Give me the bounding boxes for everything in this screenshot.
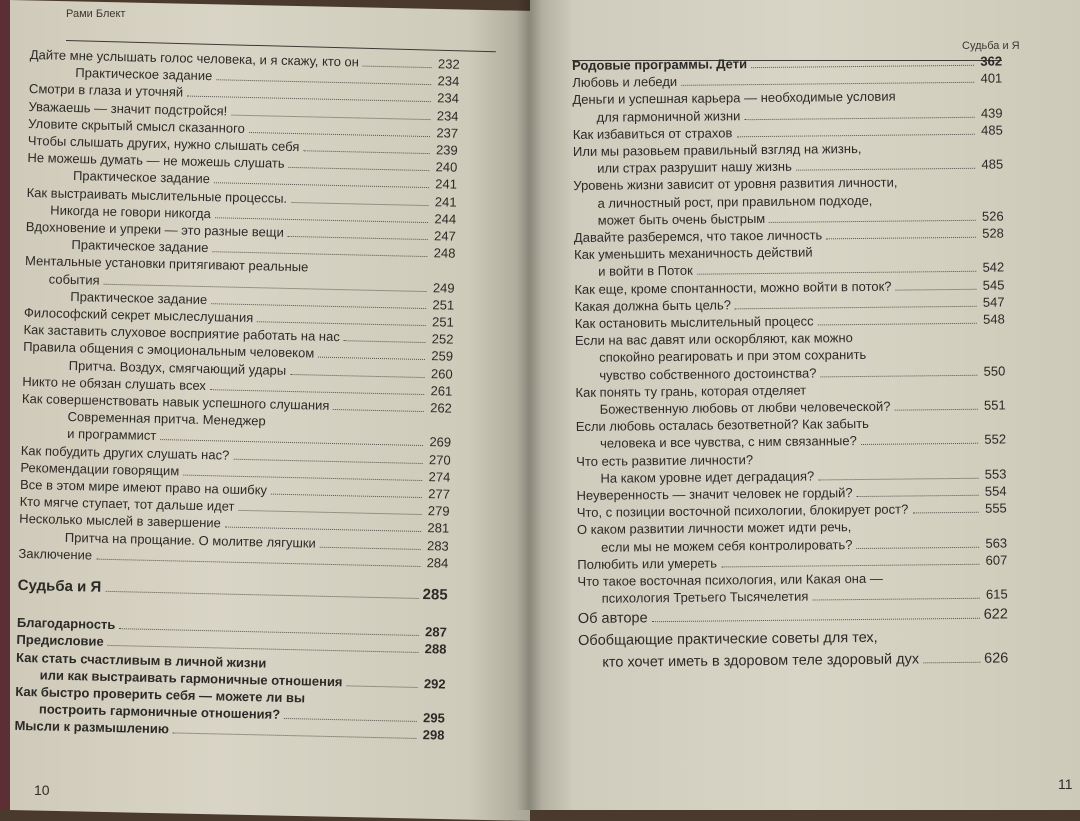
toc-entry-title: Об авторе	[577, 609, 648, 627]
toc-leader	[736, 134, 974, 137]
toc-entry-title: Все в этом мире имеют право на ошибку	[19, 476, 268, 498]
toc-entry-page: 548	[982, 311, 1005, 327]
toc-entry-page: 622	[983, 605, 1008, 623]
toc-entry-title: Что есть развитие личности?	[576, 451, 754, 469]
toc-entry-page: 237	[436, 125, 459, 141]
toc-entry-title: Мысли к размышлению	[14, 718, 170, 737]
toc-leader	[861, 443, 978, 445]
toc-entry-title: Как еще, кроме спонтанности, можно войти в поток?	[574, 278, 892, 297]
toc-leader	[894, 409, 977, 411]
toc-entry-title: Деньги и успешная карьера — необходимые условия	[572, 89, 896, 108]
toc-entry-page: 615	[985, 586, 1008, 602]
toc-entry-page: 248	[433, 245, 456, 261]
toc-entry-title: Как избавиться от страхов	[572, 125, 733, 142]
toc-entry-title: Если любовь осталась безответной? Как забыть	[575, 416, 869, 435]
running-head-right: Судьба и Я	[962, 40, 1020, 52]
toc-entry-page: 269	[429, 434, 452, 451]
toc-entry-page: 234	[436, 107, 459, 124]
toc-entry-page: 292	[423, 675, 446, 692]
toc-entry-page: 552	[984, 431, 1007, 448]
toc-entry-page: 239	[435, 142, 458, 158]
toc-entry-title: Обобщающие практические советы для тех,	[578, 629, 878, 649]
toc-leader	[856, 546, 979, 548]
toc-entry-title: Предисловие	[16, 632, 104, 650]
toc-entry-title: Кто мягче ступает, тот дальше идет	[19, 494, 235, 515]
toc-leader	[233, 458, 422, 463]
toc-entry-title: Философский секрет мыслеслушания	[23, 304, 254, 326]
toc-leader	[105, 591, 418, 599]
toc-entry-line	[578, 647, 1008, 674]
toc-entry-title: Ментальные установки притягивают реальные	[24, 253, 309, 275]
toc-entry-page: 607	[985, 552, 1008, 568]
gutter-shadow	[516, 0, 542, 810]
toc-left	[14, 46, 460, 744]
toc-entry-title: Что такое восточная психология, или Какая она —	[577, 570, 883, 590]
toc-left-bold-entries	[14, 614, 447, 744]
toc-entry-page: 240	[435, 159, 458, 175]
toc-entry-page: 526	[981, 208, 1004, 224]
toc-entry-page: 551	[983, 397, 1006, 413]
toc-leader	[346, 685, 417, 688]
toc-entry-title: Заключение	[18, 545, 93, 563]
toc-entry-page: 260	[430, 365, 453, 382]
toc-entry-title: или как выстраивать гармоничные отношения	[39, 667, 343, 689]
toc-entry-page: 232	[437, 56, 460, 72]
toc-entry-page: 259	[431, 348, 454, 365]
toc-entry-title: Чтобы слышать других, нужно слышать себя	[27, 132, 300, 155]
toc-leader	[923, 661, 980, 663]
toc-leader	[857, 495, 979, 497]
toc-entry-page: 244	[434, 211, 457, 227]
toc-entry-title: построить гармоничные отношения?	[38, 701, 281, 722]
toc-entry-title: спокойно реагировать и при этом сохранить	[599, 347, 867, 366]
toc-entry-page: 283	[426, 537, 449, 554]
toc-entry-page: 279	[427, 503, 450, 519]
toc-entry	[578, 625, 1008, 674]
toc-leader	[681, 82, 974, 86]
toc-entry-title: Рекомендации говорящим	[20, 459, 180, 479]
toc-leader	[363, 66, 432, 69]
toc-entry-title: Несколько мыслей в завершение	[19, 511, 222, 531]
toc-leader	[820, 374, 977, 377]
toc-entry-page: 288	[424, 641, 447, 657]
toc-entry-page: 553	[984, 466, 1007, 482]
toc-leader	[769, 220, 976, 223]
toc-entry-page: 251	[431, 314, 455, 330]
toc-section-page: 285	[422, 586, 448, 604]
toc-right	[572, 52, 1008, 673]
toc-entry-page: 485	[981, 122, 1003, 138]
toc-entry-page: 284	[426, 555, 449, 571]
toc-entry-title: На каком уровне идет деградация?	[600, 468, 815, 486]
toc-entry-title: психология Третьего Тысячелетия	[601, 588, 809, 607]
toc-entry-page: 547	[982, 294, 1005, 310]
toc-entry-page: 626	[984, 649, 1009, 667]
toc-leader	[796, 168, 975, 171]
toc-entry-page: 554	[984, 483, 1007, 499]
toc-entry-page: 247	[433, 228, 456, 244]
toc-entry-title: Благодарность	[16, 614, 116, 633]
toc-entry-title: и программист	[67, 426, 157, 444]
toc-entry-page: 277	[428, 486, 451, 502]
toc-entry-title: чувство собственного достоинства?	[599, 365, 817, 383]
toc-entry-title: Как заставить слуховое восприятие работать на нас	[23, 322, 340, 345]
running-head-left: Рами Блект	[66, 8, 126, 20]
toc-entry-title: Притча на прощание. О молитве лягушки	[64, 529, 316, 551]
toc-entry-title: Дайте мне услышать голос человека, и я скажу, кто он	[29, 46, 360, 70]
toc-entry	[575, 379, 1005, 418]
toc-entry-title: Не можешь думать — не можешь слушать	[27, 150, 285, 172]
toc-entry	[573, 139, 1003, 178]
toc-entry-page: 550	[983, 363, 1006, 379]
toc-leader	[333, 409, 424, 412]
toc-leader	[96, 559, 420, 567]
toc-entry-page: 298	[422, 727, 445, 743]
toc-entry-title: Правила общения с эмоциональным человеком	[23, 339, 315, 361]
toc-entry-title: если мы не можем себя контролировать?	[601, 536, 853, 555]
toc-leader	[225, 527, 421, 532]
toc-leader	[303, 150, 429, 154]
toc-entry	[576, 414, 1006, 453]
toc-entry-page: 401	[980, 70, 1003, 86]
toc-leader	[231, 114, 430, 120]
toc-entry-title: Давайте разберемся, что такое личность	[573, 227, 823, 246]
toc-entry-title: Если на вас давят или оскорбляют, как можно	[574, 330, 853, 349]
toc-entry-title: Уважаешь — значит подстройся!	[28, 98, 228, 119]
toc-entry-title: Вдохновение и упреки — это разные вещи	[25, 218, 285, 240]
toc-entry-page: 234	[437, 73, 460, 89]
toc-leader	[751, 65, 974, 68]
toc-entry-page: 287	[424, 624, 447, 640]
toc-entry-title: Современная притча. Менеджер	[67, 409, 266, 429]
toc-entry-page: 241	[435, 176, 458, 193]
toc-leader	[289, 167, 430, 171]
toc-entry-title: события	[48, 271, 100, 288]
toc-leader	[173, 733, 417, 740]
toc-leader	[284, 718, 417, 722]
toc-leader	[721, 564, 979, 568]
toc-entry-title: Любовь и лебеди	[572, 74, 678, 91]
toc-leader	[318, 357, 425, 360]
toc-entry-title: Как уменьшить механичность действий	[573, 244, 813, 263]
toc-leader	[826, 237, 976, 240]
toc-entry-title: Как выстраивать мыслительные процессы.	[26, 184, 288, 206]
toc-entry-title: Полюбить или умереть	[577, 555, 718, 572]
toc-entry-title: кто хочет иметь в здоровом теле здоровый дух	[602, 650, 920, 671]
toc-leader	[818, 478, 978, 481]
toc-entry-page: 362	[980, 53, 1003, 69]
toc-leader	[344, 340, 426, 343]
toc-entry-title: Притча. Воздух, смягчающий удары	[68, 357, 287, 378]
toc-entry-title: Никто не обязан слушать всех	[22, 373, 207, 393]
toc-entry-title: Как остановить мыслительный процесс	[574, 313, 814, 332]
toc-entry-title: Практическое задание	[75, 65, 213, 84]
toc-entry-title: Неуверенность — значит человек не гордый?	[576, 485, 853, 504]
toc-entry-page: 241	[434, 193, 457, 210]
toc-entry-page: 274	[428, 469, 451, 485]
toc-entry-page: 262	[430, 400, 453, 416]
toc-right-entries	[572, 52, 1008, 673]
toc-leader	[257, 321, 426, 326]
toc-entry-title: и войти в Поток	[598, 263, 693, 280]
toc-entry-title: а личностный рост, при правильном подходе,	[597, 192, 873, 211]
toc-entry-title: Или мы разовьем правильный взгляд на жизнь,	[572, 140, 862, 160]
toc-entry-title: Как быстро проверить себя — можете ли вы	[15, 683, 306, 706]
toc-leader	[238, 510, 421, 515]
toc-entry	[574, 242, 1004, 281]
toc-entry-page: 270	[428, 451, 451, 468]
toc-entry-page: 542	[982, 259, 1005, 276]
page-number-left: 10	[34, 782, 50, 798]
toc-left-entries	[18, 46, 460, 572]
toc-leader	[912, 512, 978, 514]
toc-entry	[573, 173, 1004, 229]
toc-entry-title: Практическое задание	[72, 168, 211, 187]
toc-entry-page: 439	[980, 105, 1003, 121]
toc-leader	[812, 598, 979, 601]
toc-entry-title: Практическое задание	[70, 288, 208, 307]
toc-entry-title: или страх разрушит нашу жизнь	[597, 158, 792, 176]
toc-leader	[271, 494, 422, 498]
toc-entry-page: 261	[430, 383, 453, 399]
toc-entry	[577, 517, 1007, 556]
toc-entry-title: Как стать счастливым в личной жизни	[15, 649, 267, 671]
toc-entry-title: Уровень жизни зависит от уровня развития личности,	[573, 175, 898, 194]
page-number-right: 11	[1058, 776, 1073, 792]
toc-entry-title: Смотри в глаза и уточняй	[28, 81, 184, 100]
toc-entry	[575, 328, 1006, 384]
toc-leader	[818, 323, 977, 326]
toc-entry-title: Родовые программы. Дети	[572, 56, 748, 73]
toc-leader	[249, 132, 430, 137]
toc-entry-page: 251	[432, 297, 455, 313]
toc-entry-title: Как совершенствовать навык успешного слушания	[21, 390, 330, 413]
toc-leader	[735, 306, 977, 310]
toc-entry-page: 281	[427, 520, 450, 537]
toc-entry-page: 563	[985, 535, 1008, 551]
toc-entry-page: 252	[431, 331, 454, 347]
toc-entry	[572, 87, 1002, 126]
toc-entry-title: Божественную любовь от любви человеческой?	[599, 398, 891, 417]
toc-entry-page: 249	[432, 279, 455, 296]
toc-entry-page: 545	[982, 277, 1005, 293]
toc-entry-title: человека и все чувства, с ним связанные?	[599, 433, 857, 452]
toc-entry-page: 295	[422, 710, 446, 726]
toc-section-title: Судьба и Я	[17, 576, 102, 596]
toc-entry-title: Как понять ту грань, которая отделяет	[575, 382, 807, 400]
toc-entry	[576, 448, 1006, 487]
toc-entry-title: Что, с позиции восточной психологии, блокирует рост?	[576, 501, 909, 521]
toc-entry-title: Никогда не говори никогда	[50, 202, 211, 221]
toc-entry	[577, 569, 1007, 608]
toc-entry-title: может быть очень быстрым	[597, 210, 766, 228]
toc-entry-title: Как побудить других слушать нас?	[20, 442, 230, 463]
toc-entry-title: Практическое задание	[71, 237, 209, 256]
toc-entry-page: 555	[984, 500, 1007, 516]
toc-leader	[744, 116, 974, 119]
toc-entry-page: 485	[981, 156, 1004, 172]
toc-entry-page: 528	[982, 225, 1004, 241]
toc-leader	[291, 202, 428, 206]
toc-leader	[290, 374, 424, 378]
toc-leader	[896, 288, 977, 290]
toc-entry-page: 234	[437, 90, 460, 107]
toc-entry-title: Уловите скрытый смысл сказанного	[28, 115, 245, 136]
toc-leader	[697, 271, 976, 275]
toc-section	[17, 572, 448, 610]
toc-entry-title: для гармоничной жизни	[596, 107, 741, 125]
toc-leader	[288, 236, 428, 240]
toc-entry-title: О каком развитии личности может идти речь,	[576, 519, 852, 538]
toc-leader	[652, 617, 980, 621]
toc-leader	[320, 546, 421, 549]
toc-entry-title: Какая должна быть цель?	[574, 297, 731, 314]
